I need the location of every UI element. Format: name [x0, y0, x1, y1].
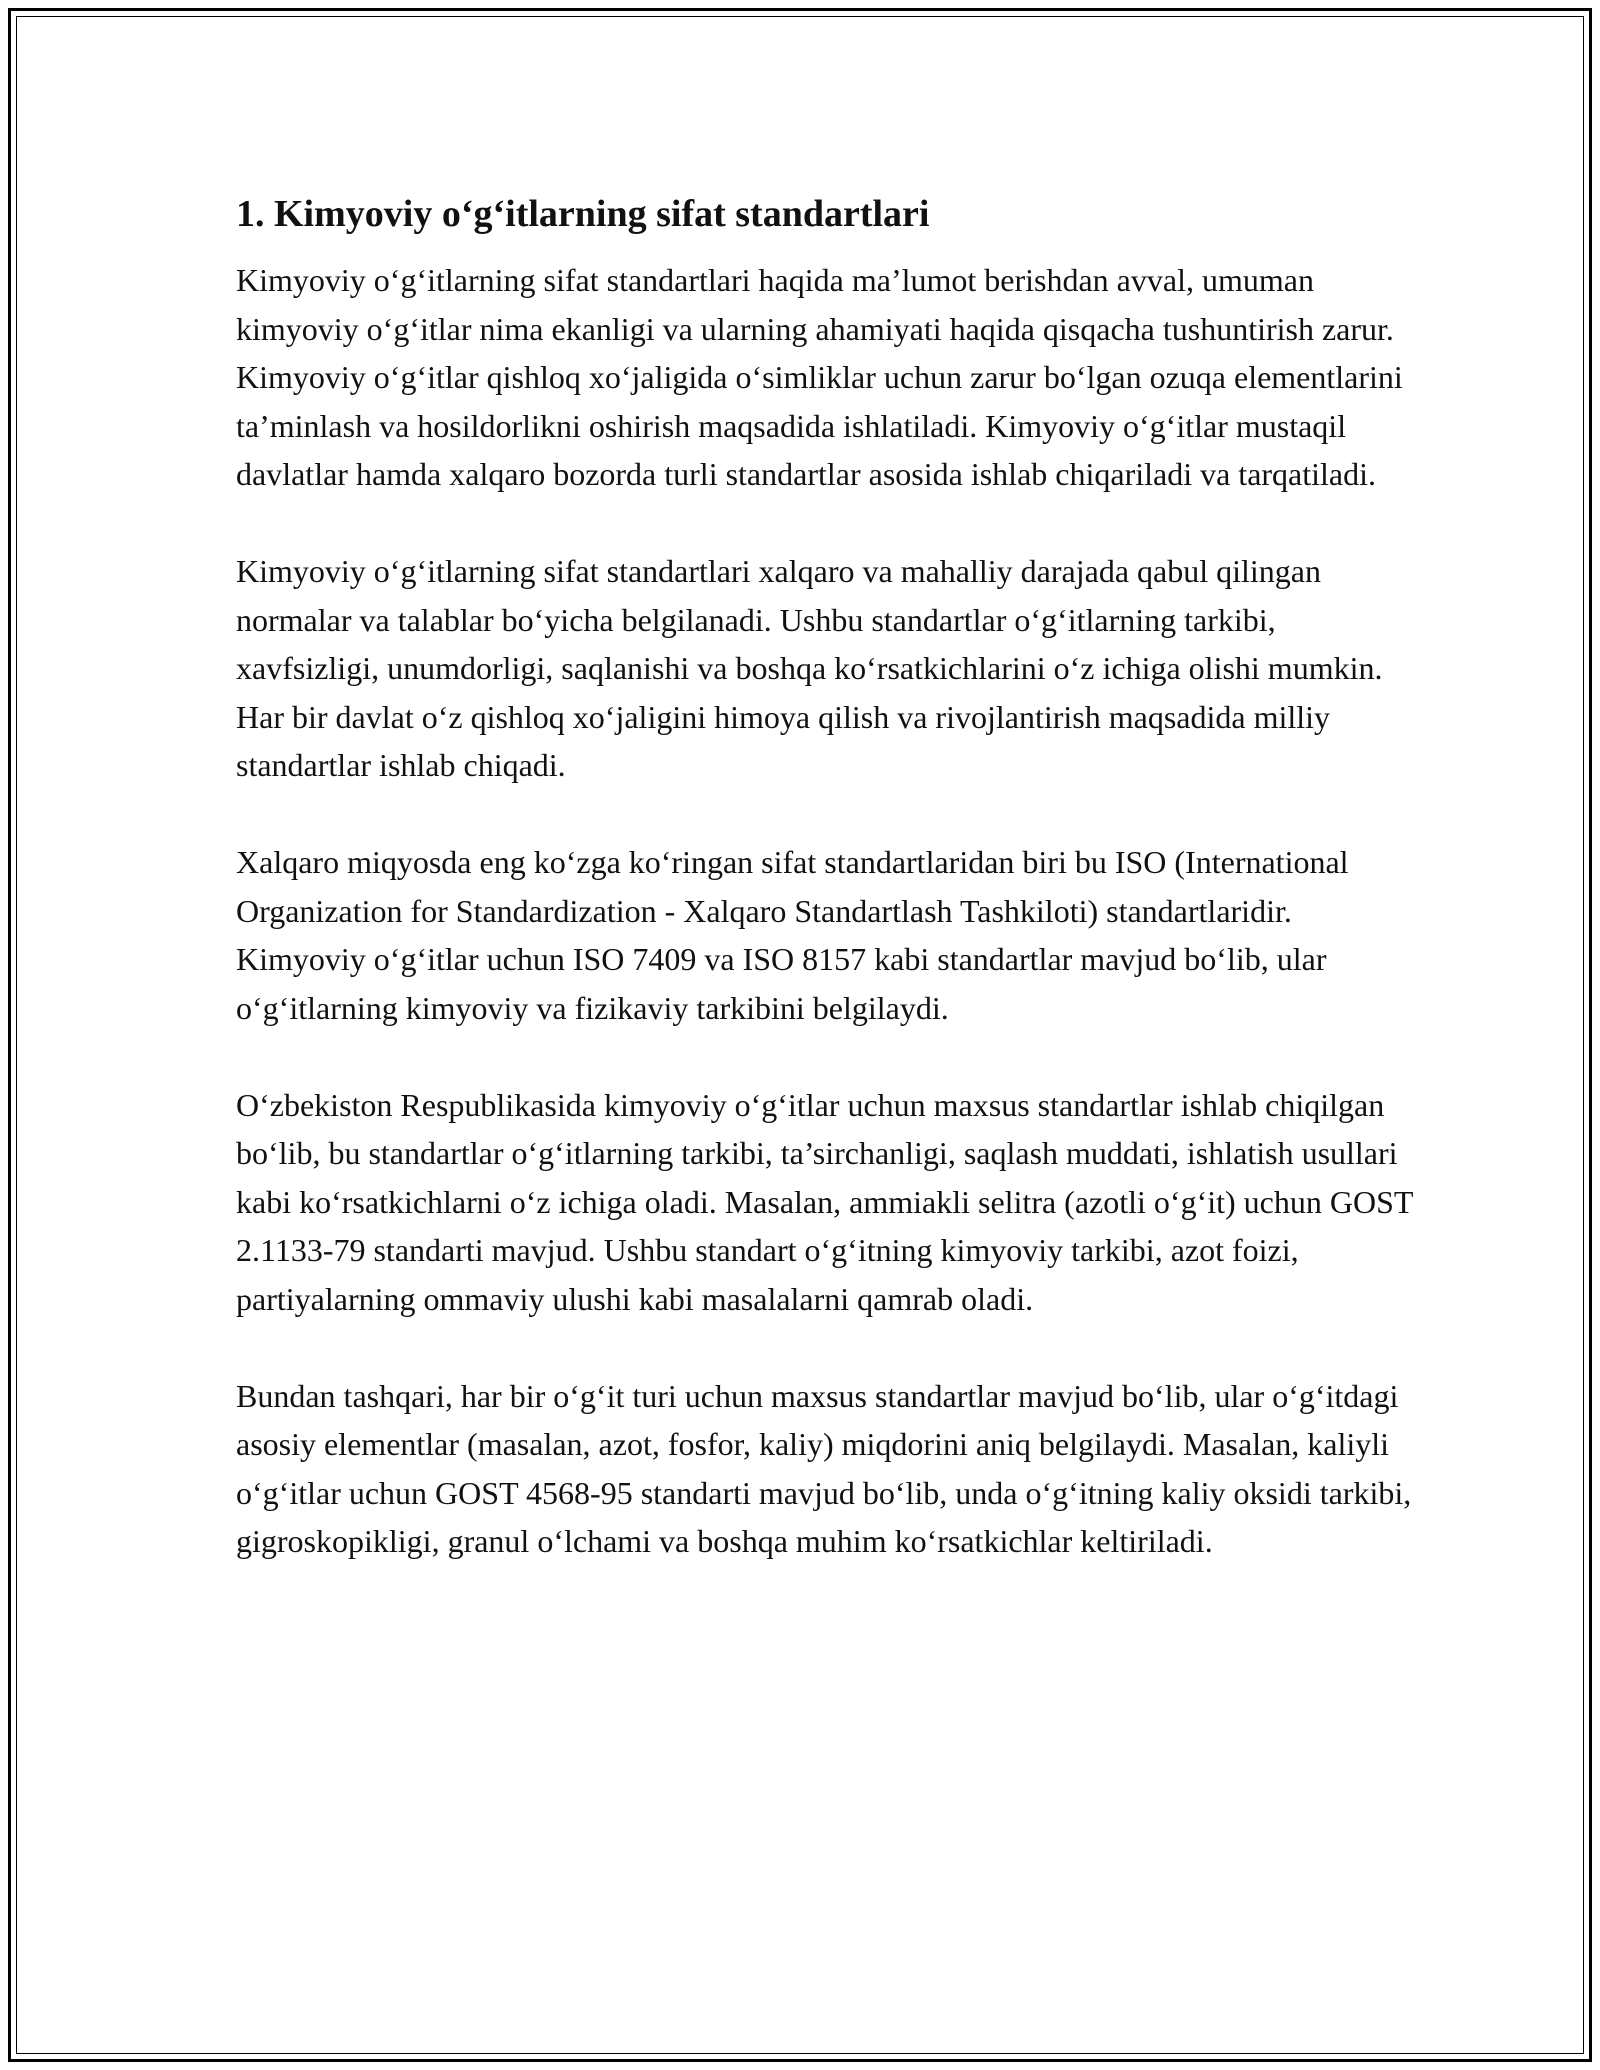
paragraph-2: Kimyoviy o‘g‘itlarning sifat standartlari xalqaro va mahalliy darajada qabul qilingan normalar va talablar bo‘yicha belgilanadi. Ushbu standartlar o‘g‘itlarning tarkibi, xavfsizligi, unumdorligi, saqlanishi va boshqa ko‘rsatkichlarini o‘z ichiga olishi mumkin. Har bir davlat o‘z qishloq xo‘jaligini himoya qilish va rivojlantirish maqsadida milliy standartlar ishlab chiqadi.: [236, 553, 1383, 783]
paragraph-3: Xalqaro miqyosda eng ko‘zga ko‘ringan sifat standartlaridan biri bu ISO (International Organization for Standardization - Xalqaro Standartlash Tashkiloti) standartlaridir. Kimyoviy o‘g‘itlar uchun ISO 7409 va ISO 8157 kabi standartlar mavjud bo‘lib, ular o‘g‘itlarning kimyoviy va fizikaviy tarkibini belgilaydi.: [236, 844, 1349, 1026]
document-body: [236, 188, 1416, 1566]
paragraph-1: Kimyoviy o‘g‘itlarning sifat standartlari haqida ma’lumot berishdan avval, umuman kimyoviy o‘g‘itlar nima ekanligi va ularning ahamiyati haqida qisqacha tushuntirish zarur. Kimyoviy o‘g‘itlar qishloq xo‘jaligida o‘simliklar uchun zarur bo‘lgan ozuqa elementlarini ta’minlash va hosildorlikni oshirish maqsadida ishlatiladi. Kimyoviy o‘g‘itlar mustaqil davlatlar hamda xalqaro bozorda turli standartlar asosida ishlab chiqariladi va tarqatiladi.: [236, 262, 1403, 492]
section-heading: 1. Kimyoviy o‘g‘itlarning sifat standartlari: [236, 193, 930, 235]
paragraph-4: O‘zbekiston Respublikasida kimyoviy o‘g‘itlar uchun maxsus standartlar ishlab chiqilgan bo‘lib, bu standartlar o‘g‘itlarning tarkibi, ta’sirchanligi, saqlash muddati, ishlatish usullari kabi ko‘rsatkichlarni o‘z ichiga oladi. Masalan, ammiakli selitra (azotli o‘g‘it) uchun GOST 2.1133-79 standarti mavjud. Ushbu standart o‘g‘itning kimyoviy tarkibi, azot foizi, partiyalarning ommaviy ulushi kabi masalalarni qamrab oladi.: [236, 1086, 1413, 1317]
paragraph-5: Bundan tashqari, har bir o‘g‘it turi uchun maxsus standartlar mavjud bo‘lib, ular o‘g‘itdagi asosiy elementlar (masalan, azot, fosfor, kaliy) miqdorini aniq belgilaydi. Masalan, kaliyli o‘g‘itlar uchun GOST 4568-95 standarti mavjud bo‘lib, unda o‘g‘itning kaliy oksidi tarkibi, gigroskopikligi, granul o‘lchami va boshqa muhim ko‘rsatkichlar keltiriladi.: [236, 1377, 1412, 1559]
